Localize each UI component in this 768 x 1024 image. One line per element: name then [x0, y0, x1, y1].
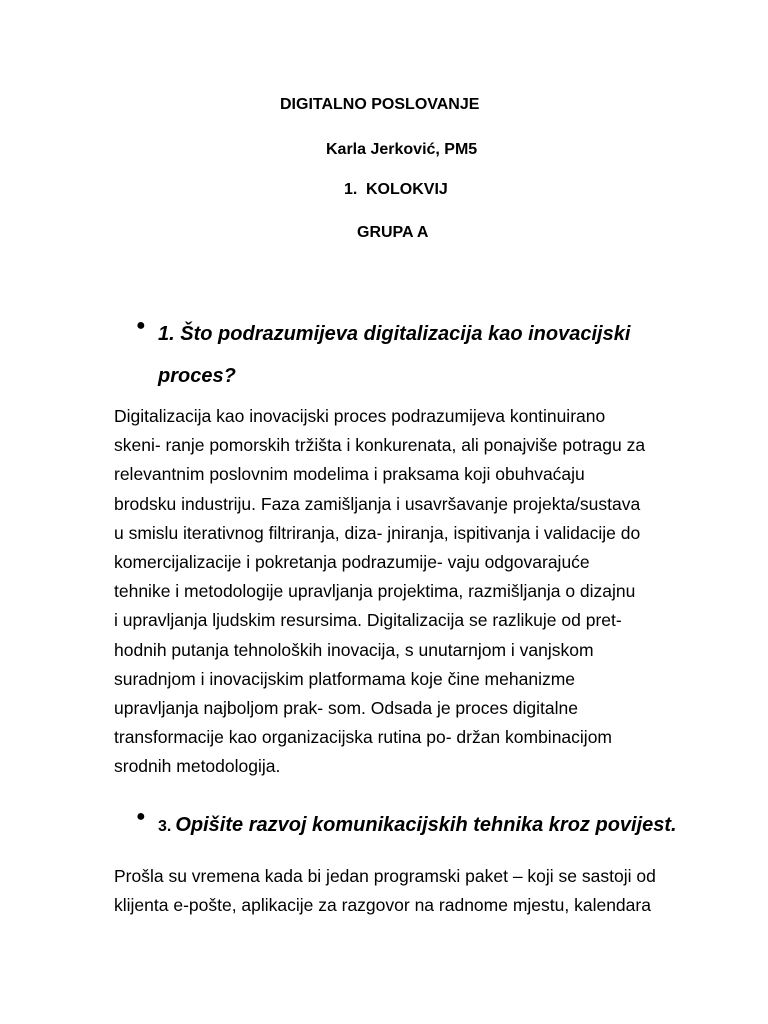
answer-3-line: Prošla su vremena kada bi jedan programski paket – koji se sastoji od [114, 866, 656, 886]
question-3-label: Opišite razvoj komunikacijskih tehnika kroz povijest. [175, 814, 677, 836]
question-3-text [158, 804, 677, 848]
answer-1-line: skeni- ranje pomorskih tržišta i konkurenata, ali ponajviše potragu za [114, 435, 646, 456]
answer-1-paragraph [114, 402, 684, 782]
answer-1-line: upravljanja najboljom prak- som. Odsada je proces digitalne [114, 698, 578, 719]
answer-1-line: suradnjom i inovacijskim platformama koje čine mehanizme [114, 668, 576, 689]
document-title: DIGITALNO POSLOVANJE [280, 96, 480, 113]
answer-1-line: i upravljanja ljudskim resursima. Digitalizacija se razlikuje od pret- [114, 610, 622, 631]
exam-number: 1. [344, 181, 358, 198]
answer-1-line: tehnike i metodologije upravljanja projektima, razmišljanja o dizajnu [114, 581, 636, 602]
answer-1-line: srodnih metodologija. [114, 756, 281, 777]
exam-label [344, 181, 448, 199]
answer-3-line: klijenta e-pošte, aplikacije za razgovor na radnome mjestu, kalendara [114, 895, 651, 916]
answer-1-line: transformacije kao organizacijska rutina po- držan kombinacijom [114, 727, 612, 748]
bullet-icon: ● [136, 808, 146, 825]
question-1-text [158, 313, 658, 397]
answer-1-line: u smislu iterativnog filtriranja, diza- jniranja, ispitivanja i validacije do [114, 522, 641, 543]
answer-1-line: relevantnim poslovnim modelima i praksama koji obuhvaćaju [114, 464, 585, 485]
group-label: GRUPA A [357, 224, 429, 241]
question-1-line-2: proces? [158, 365, 236, 387]
answer-3-paragraph [114, 862, 684, 920]
answer-1-line: brodsku industriju. Faza zamišljanja i usavršavanje projekta/sustava [114, 493, 641, 514]
author-line: Karla Jerković, PM5 [326, 141, 478, 158]
answer-1-line: Digitalizacija kao inovacijski proces podrazumijeva kontinuirano [114, 406, 606, 426]
answer-1-line: hodnih putanja tehnoloških inovacija, s unutarnjom i vanjskom [114, 639, 594, 660]
bullet-icon: ● [136, 317, 146, 334]
question-1-line-1: 1. Što podrazumijeva digitalizacija kao inovacijski [158, 323, 631, 345]
answer-1-line: komercijalizacije i pokretanja podrazumije- vaju odgovarajuće [114, 552, 590, 573]
question-3-number: 3. [158, 818, 172, 835]
exam-name: KOLOKVIJ [366, 181, 448, 198]
